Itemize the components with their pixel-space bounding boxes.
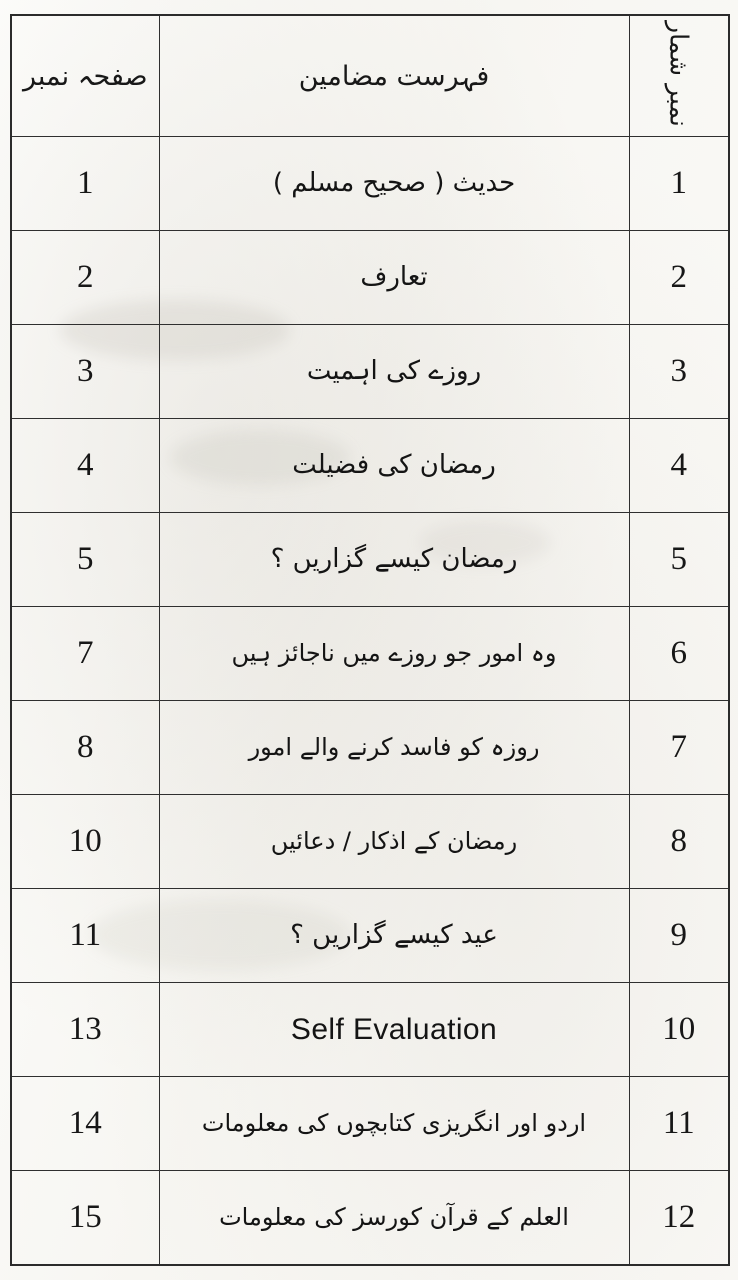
cell-serial-number: 7 <box>629 701 729 795</box>
header-page-number-label: صفحہ نمبر <box>22 60 148 92</box>
table-of-contents-table <box>10 14 730 1266</box>
cell-serial-number: 1 <box>629 137 729 231</box>
cell-page-number: 5 <box>11 513 159 607</box>
table-row <box>11 325 729 419</box>
header-contents-label: فہرست مضامین <box>298 60 490 92</box>
table-row <box>11 607 729 701</box>
cell-page-number: 8 <box>11 701 159 795</box>
cell-serial-number: 8 <box>629 795 729 889</box>
table-row <box>11 889 729 983</box>
cell-page-number: 14 <box>11 1077 159 1171</box>
cell-page-number: 4 <box>11 419 159 513</box>
cell-title: وہ امور جو روزے میں ناجائز ہیں <box>159 607 629 701</box>
table-row <box>11 1171 729 1266</box>
cell-title: Self Evaluation <box>159 983 629 1077</box>
table-row <box>11 137 729 231</box>
header-serial-number-label: نمبر شمار <box>664 21 694 127</box>
cell-page-number: 15 <box>11 1171 159 1266</box>
cell-title: رمضان کی فضیلت <box>159 419 629 513</box>
table-row <box>11 1077 729 1171</box>
cell-title: رمضان کے اذکار / دعائیں <box>159 795 629 889</box>
table-header-row <box>11 15 729 137</box>
cell-page-number: 11 <box>11 889 159 983</box>
cell-serial-number: 4 <box>629 419 729 513</box>
cell-title: اردو اور انگریزی کتابچوں کی معلومات <box>159 1077 629 1171</box>
header-contents <box>159 15 629 137</box>
cell-page-number: 1 <box>11 137 159 231</box>
cell-page-number: 2 <box>11 231 159 325</box>
cell-serial-number: 12 <box>629 1171 729 1266</box>
cell-serial-number: 6 <box>629 607 729 701</box>
table-row <box>11 513 729 607</box>
cell-serial-number: 11 <box>629 1077 729 1171</box>
cell-title: حدیث ( صحیح مسلم ) <box>159 137 629 231</box>
table-row <box>11 419 729 513</box>
table-row <box>11 701 729 795</box>
cell-title: رمضان کیسے گزاریں ؟ <box>159 513 629 607</box>
header-page-number <box>11 15 159 137</box>
cell-serial-number: 10 <box>629 983 729 1077</box>
cell-serial-number: 3 <box>629 325 729 419</box>
cell-title: عید کیسے گزاریں ؟ <box>159 889 629 983</box>
cell-serial-number: 9 <box>629 889 729 983</box>
cell-serial-number: 5 <box>629 513 729 607</box>
header-serial-number <box>629 15 729 137</box>
cell-title: العلم کے قرآن کورسز کی معلومات <box>159 1171 629 1266</box>
cell-title: تعارف <box>159 231 629 325</box>
cell-page-number: 3 <box>11 325 159 419</box>
cell-page-number: 7 <box>11 607 159 701</box>
table-row <box>11 983 729 1077</box>
cell-page-number: 10 <box>11 795 159 889</box>
cell-title: روزہ کو فاسد کرنے والے امور <box>159 701 629 795</box>
cell-title: روزے کی اہمیت <box>159 325 629 419</box>
table-row <box>11 795 729 889</box>
table-row <box>11 231 729 325</box>
cell-page-number: 13 <box>11 983 159 1077</box>
cell-serial-number: 2 <box>629 231 729 325</box>
